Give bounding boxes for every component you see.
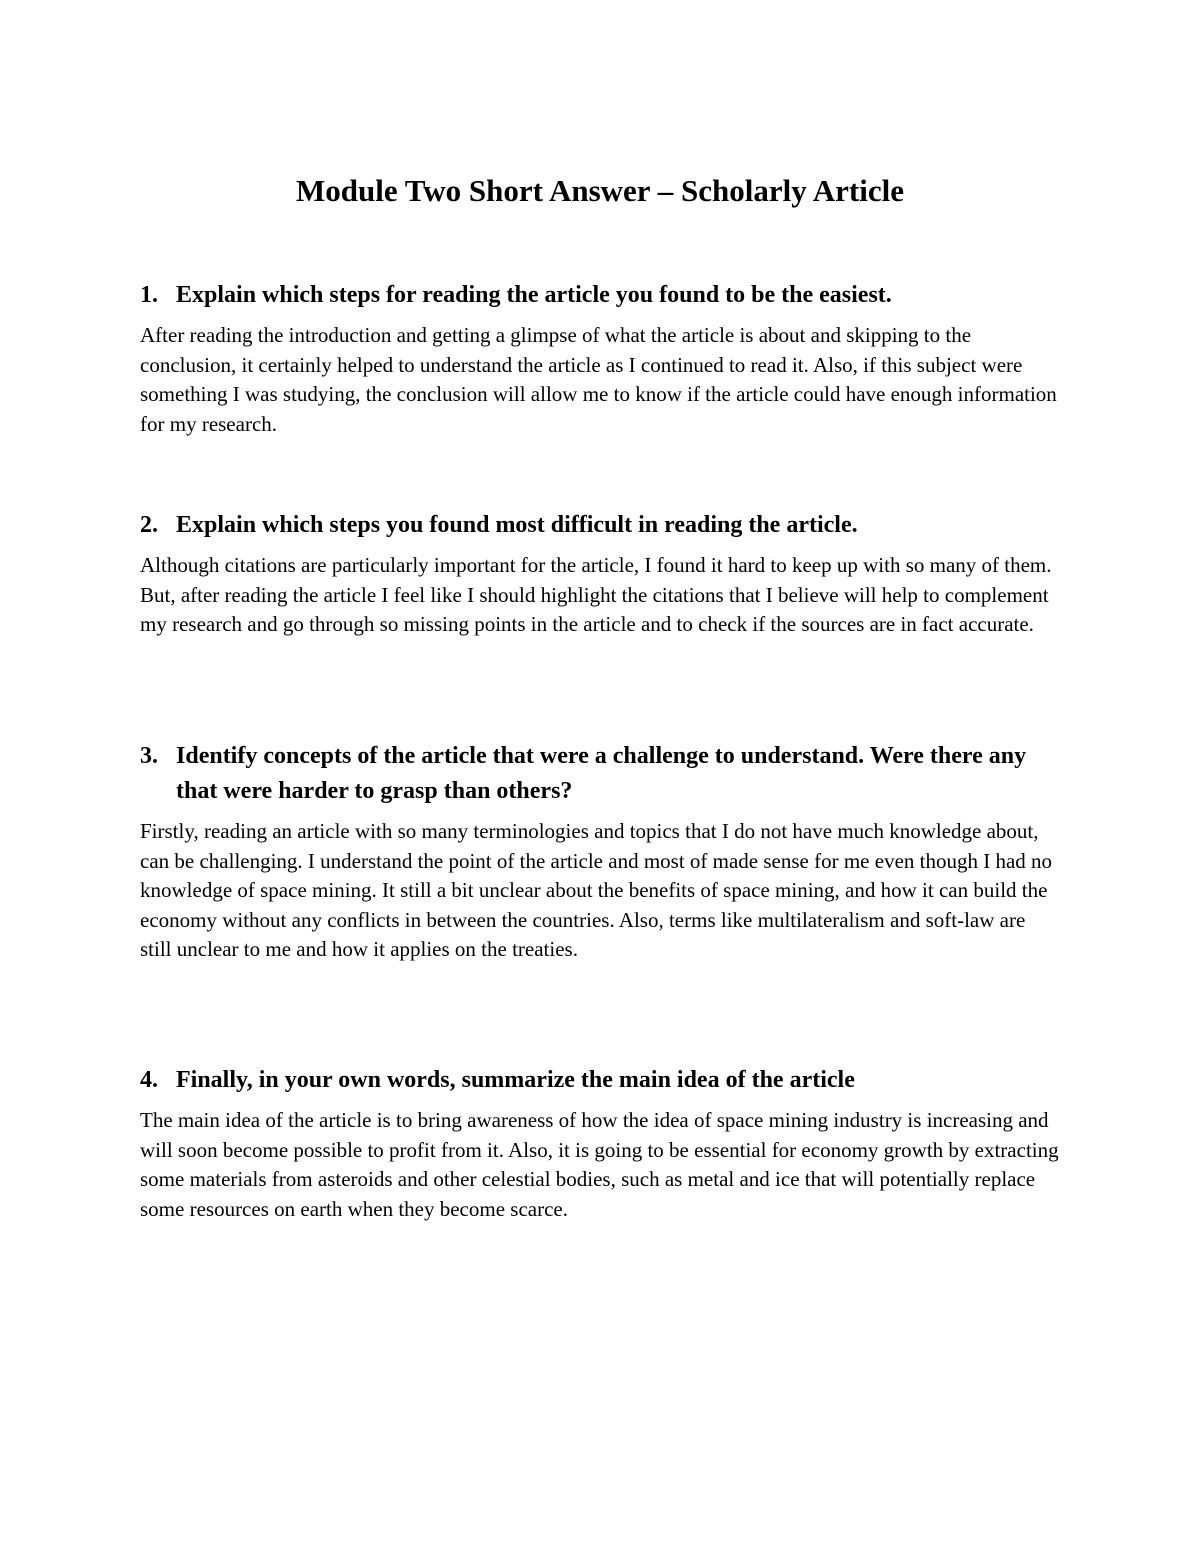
question-section-2 (140, 508, 1060, 640)
question-heading (140, 278, 1060, 313)
answer-paragraph: Although citations are particularly important for the article, I found it hard to keep up with so many of them. But, after reading the article I feel like I should highlight the citations that I believe will help to complement my research and go through so missing points in the article and to check if the sources are in fact accurate. (140, 553, 1052, 636)
question-text: Explain which steps for reading the article you found to be the easiest. (176, 282, 892, 308)
answer-paragraph: The main idea of the article is to bring awareness of how the idea of space mining industry is increasing and will soon become possible to profit from it. Also, it is going to be essential for economy growth by extracting some materials from asteroids and other celestial bodies, such as metal and ice that will potentially replace some resources on earth when they become scarce. (140, 1108, 1059, 1221)
answer-paragraph: Firstly, reading an article with so many terminologies and topics that I do not have much knowledge about, can be challenging. I understand the point of the article and most of made sense for me even though I had no knowledge of space mining. It still a bit unclear about the benefits of space mining, and how it can build the economy without any conflicts in between the countries. Also, terms like multilateralism and soft-law are still unclear to me and how it applies on the treaties. (140, 819, 1053, 961)
question-text: Identify concepts of the article that were a challenge to understand. Were there any that were harder to grasp than others? (176, 743, 1027, 804)
question-heading (140, 739, 1060, 809)
question-text: Finally, in your own words, summarize the main idea of the article (176, 1067, 855, 1093)
question-section-1 (140, 278, 1060, 439)
question-section-4 (140, 1063, 1060, 1224)
question-number: 4. (140, 1067, 158, 1093)
question-heading (140, 508, 1060, 543)
question-heading (140, 1063, 1060, 1098)
question-text: Explain which steps you found most difficult in reading the article. (176, 512, 858, 538)
question-number: 2. (140, 512, 158, 538)
answer-paragraph: After reading the introduction and getting a glimpse of what the article is about and skipping to the conclusion, it certainly helped to understand the article as I continued to read it. Also, if this subject were something I was studying, the conclusion will allow me to know if the article could have enough information for my research. (140, 323, 1057, 436)
question-number: 1. (140, 282, 158, 308)
page-title: Module Two Short Answer – Scholarly Article (296, 173, 904, 208)
question-section-3 (140, 739, 1060, 965)
question-number: 3. (140, 743, 158, 769)
